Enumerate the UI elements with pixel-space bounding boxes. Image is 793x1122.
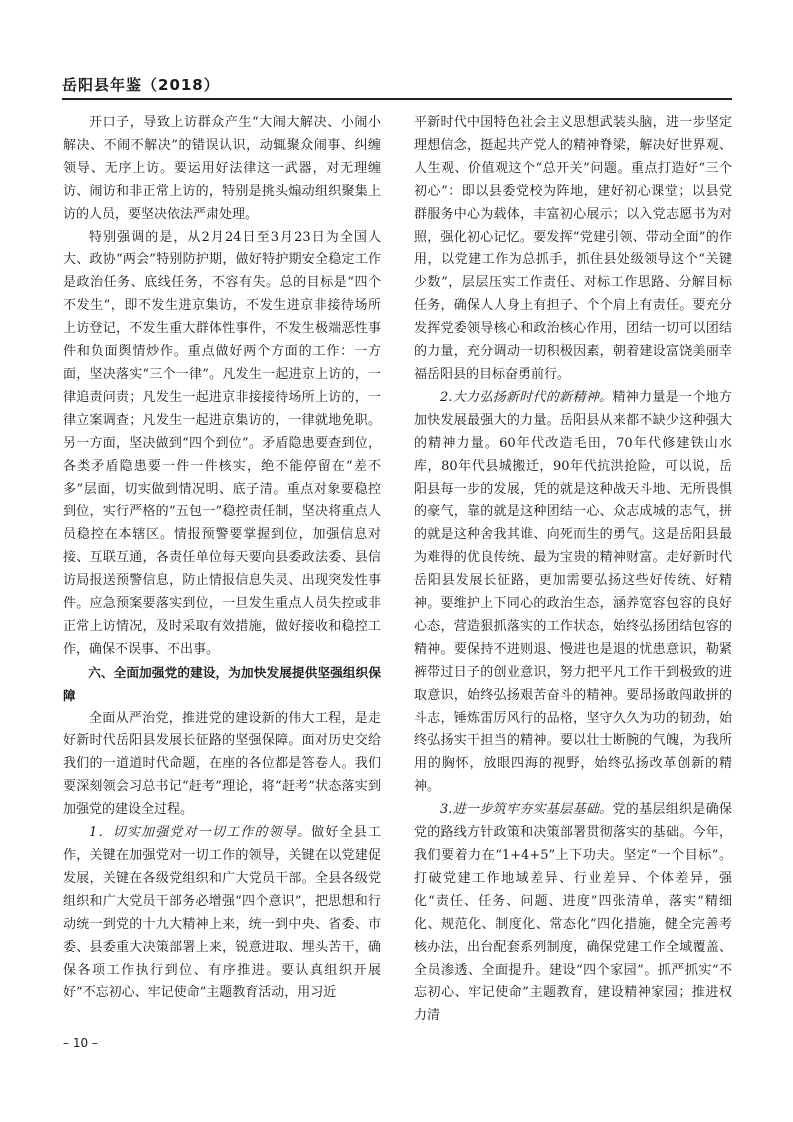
paragraph: [414, 387, 732, 799]
subsection-lead: 3.进一步筑牢夯实基层基础。: [440, 802, 613, 818]
paragraph: [63, 708, 381, 823]
left-column: [63, 112, 381, 1012]
paragraph-text: 精神力量是一个地方加快发展最强大的力量。岳阳县从来都不缺少这种强大的精神力量。60年代改造毛田，70年代修建铁山水库，80年代县城搬迁，90年代抗洪抢险，可以说，岳阳县每一步的发展，凭的就是这种战天斗地、无所畏惧的豪气，靠的就是这种团结一心、众志成城的志气，拼的就是这种舍我其谁、向死而生的勇气。这是岳阳县最为难得的优良传统、最为宝贵的精神财富。走好新时代岳阳县发展长征路，更加需要弘扬这些好传统、好精神。要维护上下同心的政治生态，涵养宽容包容的良好心态，营造狠抓落实的工作状态，始终弘扬团结包容的精神。要保持不进则退、慢进也是退的忧患意识，勒紧裤带过日子的创业意识，努力把平凡工作干到极致的进取意识，始终弘扬艰苦奋斗的精神。要昂扬敢闯敢拼的斗志，锤炼雷厉风行的品格，坚守久久为功的韧劲，始终弘扬实干担当的精神。要以壮士断腕的气魄，为我所用的胸怀，放眼四海的视野，始终弘扬改革创新的精神。: [414, 389, 732, 795]
paragraph-text: 平新时代中国特色社会主义思想武装头脑，进一步坚定理想信念，挺起共产党人的精神脊梁，解决好世界观、人生观、价值观这个“总开关”问题。重点打造好“三个初心”：即以县委党校为阵地，建好初心课堂；以县党群服务中心为载体，丰富初心展示；以入党志愿书为对照，强化初心记忆。要发挥“党建引领、带动全面”的作用，以党建工作为总抓手，抓住县处级领导这个“关键少数”，层层压实工作责任、对标工作思路、分解目标任务，确保人人身上有担子、个个肩上有责任。要充分发挥党委领导核心和政治核心作用，团结一切可以团结的力量，充分调动一切积极因素，朝着建设富饶美丽幸福岳阳县的目标奋勇前行。: [414, 115, 732, 382]
subsection-lead: 1．切实加强党对一切工作的领导。: [89, 825, 312, 841]
paragraph-text: 特别强调的是，从2月24日至3月23日为全国人大、政协“两会”特别防护期，做好特护期安全稳定工作是政治任务、底线任务，不容有失。总的目标是“四个不发生”，即不发生进京集访，不发生进京非接待场所上访登记，不发生重大群体性事件，不发生极端恶性事件和负面舆情炒作。重点做好两个方面的工作：一方面，坚决落实“三个一律”。凡发生一起进京上访的，一律追责问责；凡发生一起进京非接接待场所上访的，一律立案调查；凡发生一起进京集访的，一律就地免职。另一方面，坚决做到“四个到位”。矛盾隐患要查到位，各类矛盾隐患要一件一件核实，绝不能停留在“差不多”层面，切实做到情况明、底子清。重点对象要稳控到位，实行严格的“五包一”稳控责任制，坚决将重点人员稳控在本辖区。情报预警要掌握到位，加强信息对接、互联互通，各责任单位每天要向县委政法委、县信访局报送预警信息，防止情报信息失灵、出现突发性事件。应急预案要落实到位，一旦发生重点人员失控或非正常上访情况，及时采取有效措施，做好接收和稳控工作，确保不误事、不出事。: [63, 229, 381, 657]
subsection-lead: 2.大力弘扬新时代的新精神。: [440, 389, 613, 405]
paragraph-text: 开口子，导致上访群众产生“大闹大解决、小闹小解决、不闹不解决”的错误认识，动辄聚众闹事、纠缠领导、无序上访。要运用好法律这一武器，对无理缠访、闹访和非正常上访的，特别是挑头煽动组织聚集上访的人员，要坚决依法严肃处理。: [63, 115, 381, 222]
paragraph-text: 党的基层组织是确保党的路线方针政策和决策部署贯彻落实的基础。今年，我们要着力在“1+4+5”上下功夫。坚定“一个目标”。打破党建工作地域差异、行业差异、个体差异，强化“责任、任务、问题、进度”四张清单，落实“精细化、规范化、制度化、常态化”四化措施，健全完善考核办法，出台配套系列制度，确保党建工作全域覆盖、全员渗透、全面提升。建设“四个家园”。抓严抓实“不忘初心、牢记使命”主题教育，建设精神家园；推进权力清: [414, 802, 732, 1024]
paragraph: [414, 799, 732, 1028]
running-header: [62, 70, 732, 102]
header-rule: [62, 98, 732, 100]
paragraph: [63, 227, 381, 662]
page-number: – 10 –: [63, 1036, 98, 1050]
paragraph: [63, 822, 381, 1005]
paragraph: [63, 112, 381, 227]
paragraph-text: 全面从严治党，推进党的建设新的伟大工程，是走好新时代岳阳县发展长征路的坚强保障。面对历史交给我们的一道道时代命题，在座的各位都是答卷人。我们要深刻领会习总书记“赶考”理论，将“赶考”状态落实到加强党的建设全过程。: [63, 710, 381, 818]
section-heading: 六、全面加强党的建设，为加快发展提供坚强组织保障: [63, 664, 381, 703]
yearbook-title: 岳阳县年鉴（2018）: [62, 76, 220, 94]
paragraph: [414, 112, 732, 387]
paragraph-text: 做好全县工作，关键在加强党对一切工作的领导，关键在以党建促发展，关键在各级党组织和广大党员干部。全县各级党组织和广大党员干部务必增强“四个意识”，把思想和行动统一到党的十九大精神上来，统一到中央、省委、市委、县委重大决策部署上来，锐意进取、埋头苦干，确保各项工作执行到位、有序推进。要认真组织开展好“不忘初心、牢记使命”主题教育活动，用习近: [63, 825, 381, 1001]
right-column: [414, 112, 732, 1024]
